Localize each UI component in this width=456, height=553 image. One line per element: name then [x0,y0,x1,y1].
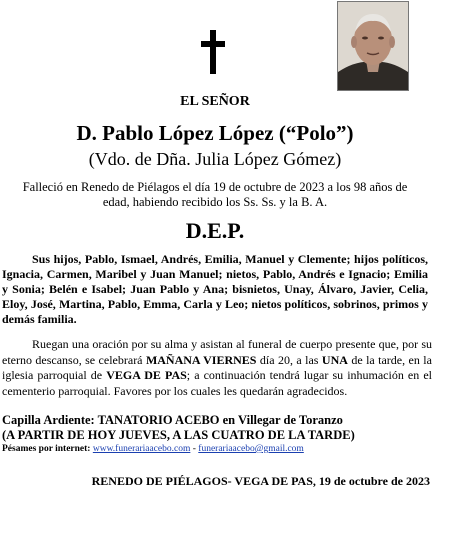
deceased-name: D. Pablo López López (“Polo”) [76,121,354,145]
prayer-text: ; a continuación tendrá lugar su inhumación en el cementerio parroquial. Favores por los cuales les quedarán agradecidos. [2,368,432,398]
prayer-text: día 20, a las [256,352,322,367]
condolences-line [2,444,304,454]
death-notice-line1: Falleció en Renedo de Piélagos el día 19 de octubre de 2023 a los 98 años de [22,180,408,194]
prayer-place: VEGA DE PAS [106,368,187,382]
family-paragraph: Sus hijos, Pablo, Ismael, Andrés, Emilia, Manuel y Clemente; hijos políticos, Ignacia, Carmen, Maribel y Juan Manuel; nietos, Pablo, Andrés e Ignacio; Emilia y Sonia; Belén e Isabel; Juan Pablo y Ana; bisnietos, Unay, Álvaro, Javier, Celia, Eloy, José, Martina, Pablo, Emma, Carla y Leo; nietos políticos, sobrinos, primos y demás familia. [2,252,428,326]
death-notice-line2: edad, habiendo recibido los Ss. Ss. y la B. A. [102,195,328,209]
title-el-senor: EL SEÑOR [180,94,250,109]
chapel-line1: Capilla Ardiente: TANATORIO ACEBO en Villegar de Toranzo [2,413,343,427]
chapel-info [2,413,355,443]
chapel-line2: (A PARTIR DE HOY JUEVES, A LAS CUATRO DE LA TARDE) [2,428,355,442]
prayer-text: Ruegan una oración por su alma y asistan al funeral de cuerpo presente que, por su eterno descanso, se celebrará [2,337,432,367]
website-link[interactable]: www.funerariaacebo.com [92,444,191,454]
prayer-text: de la tarde, en la iglesia parroquial de [2,352,432,382]
death-notice [8,180,422,210]
widow-of-line: (Vdo. de Dña. Julia López Gómez) [88,149,342,169]
footer-place-date: RENEDO DE PIÉLAGOS- VEGA DE PAS, 19 de octubre de 2023 [91,474,430,488]
portrait-photo [337,1,409,91]
prayer-paragraph [2,337,432,399]
prayer-hour: UNA [321,352,348,367]
link-separator: - [190,444,199,454]
email-link[interactable]: funerariaacebo@gmail.com [198,444,304,454]
latin-cross-icon [201,30,225,74]
condolences-label: Pésames por internet: [2,444,91,454]
prayer-day: MAÑANA VIERNES [145,352,257,367]
dep-heading: D.E.P. [185,218,245,243]
